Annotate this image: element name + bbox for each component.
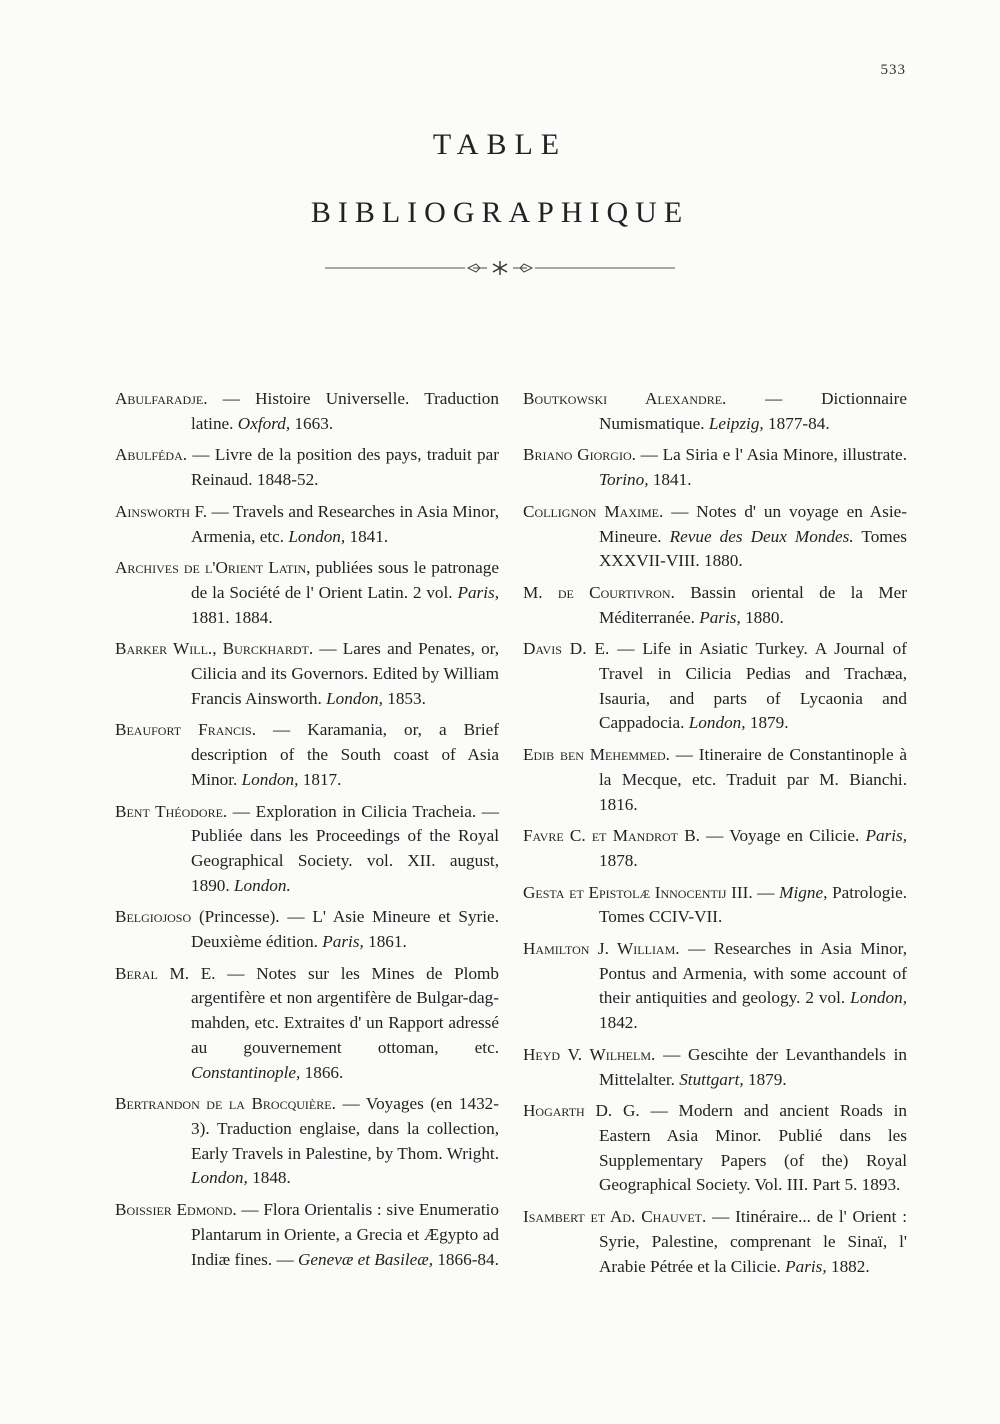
entry-author: M. de Courtivron. bbox=[523, 582, 675, 602]
entry-place: London, bbox=[688, 713, 746, 733]
entry-text: — Livre de la position des pays, traduit par Reinaud. 1848-52. bbox=[187, 445, 499, 490]
entry-text: — Histoire Universelle. Traduction latine. bbox=[191, 389, 499, 433]
entry-text: — Exploration in Cilicia Tracheia. — Publiée dans les Proceedings of the Royal Geographical Society. vol. XII. august, 1890. bbox=[191, 801, 499, 895]
entry-date: 1880. bbox=[740, 607, 784, 627]
bibliography-entry bbox=[523, 387, 907, 436]
entry-author: Beaufort Francis. bbox=[115, 720, 256, 740]
entry-place: Constantinople, bbox=[191, 1062, 301, 1082]
bibliography-entry bbox=[523, 1205, 907, 1279]
entry-date: Patrologie. Tomes CCIV-VII. bbox=[599, 882, 908, 927]
entry-date: 1877-84. bbox=[763, 413, 830, 433]
entry-place: Paris, bbox=[322, 932, 364, 952]
bibliography-entry bbox=[523, 743, 907, 817]
bibliography-entry bbox=[115, 718, 499, 792]
bibliography-entry bbox=[115, 443, 499, 492]
entry-author: Boutkowski Alexandre. bbox=[523, 389, 727, 408]
page-title: TABLE bbox=[432, 128, 568, 161]
entry-text: — bbox=[752, 882, 780, 902]
entry-author: Bent Théodore. bbox=[115, 801, 228, 821]
entry-place: London, bbox=[326, 688, 383, 708]
right-column bbox=[523, 387, 907, 1286]
entry-author: Collignon Maxime. bbox=[523, 501, 664, 521]
entry-date: 1663. bbox=[290, 413, 334, 433]
entry-text: Bassin oriental de la Mer Méditerranée. bbox=[599, 582, 907, 627]
left-column bbox=[115, 387, 499, 1279]
entry-text: — Gescihte der Levanthandels in Mittelalter. bbox=[599, 1044, 907, 1089]
entry-text: — Karamania, or, a Brief description of the South coast of Asia Minor. bbox=[191, 720, 499, 789]
entry-author: Abulféda. bbox=[115, 445, 188, 465]
entry-author: Isambert et Ad. Chauvet. bbox=[523, 1207, 707, 1227]
entry-text: — Life in Asiatic Turkey. A Journal of Travel in Cilicia Pedias and Trachæa, Isauria, and parts of Lycaonia and Cappadocia. bbox=[599, 639, 907, 733]
entry-date: 1841. bbox=[345, 526, 389, 546]
entry-place: Paris, bbox=[457, 582, 499, 602]
entry-place: London, bbox=[191, 1168, 248, 1188]
ornament-divider bbox=[325, 258, 675, 278]
entry-author: Barker Will., Burckhardt. bbox=[115, 639, 314, 659]
entry-author: Archives de l'Orient Latin, bbox=[115, 558, 311, 578]
page-subtitle: BIBLIOGRAPHIQUE bbox=[310, 196, 690, 229]
entry-text: — Notes d' un voyage en Asie-Mineure. bbox=[599, 501, 907, 546]
entry-place: Paris, bbox=[865, 826, 908, 846]
entry-place: Paris, bbox=[785, 1256, 827, 1276]
bibliography-entry bbox=[115, 962, 499, 1086]
entry-text: — Dictionnaire Numismatique. bbox=[599, 389, 907, 433]
entry-place: London, bbox=[850, 988, 907, 1008]
entry-author: Belgiojoso bbox=[115, 907, 192, 927]
entry-date: 1842. bbox=[599, 1013, 638, 1033]
entry-text: — Lares and Penates, or, Cilicia and its Governors. Edited by William Francis Ainsworth. bbox=[191, 639, 499, 708]
entry-author: Briano Giorgio. bbox=[523, 445, 636, 465]
entry-place: London, bbox=[241, 769, 299, 789]
entry-author: Heyd V. Wilhelm. bbox=[523, 1044, 656, 1064]
bibliography-entry bbox=[523, 1043, 907, 1092]
entry-place: Torino, bbox=[599, 470, 649, 490]
entry-author: Boissier Edmond. bbox=[115, 1200, 237, 1220]
entry-text: — La Siria e l' Asia Minore, illustrate. bbox=[635, 445, 907, 465]
entry-text: — Voyages (en 1432-3). Traduction englaise, dans la collection, Early Travels in Palestine, by Thom. Wright. bbox=[191, 1094, 499, 1163]
entry-place: London, bbox=[288, 526, 346, 546]
page-number: 533 bbox=[880, 62, 906, 78]
bibliography-entry bbox=[115, 905, 499, 954]
entry-author: Bertrandon de la Brocquière. bbox=[115, 1094, 336, 1114]
entry-author: Hamilton J. William. bbox=[523, 939, 680, 959]
entry-author: Davis D. E. bbox=[523, 639, 610, 659]
bibliography-entry bbox=[115, 1092, 499, 1191]
entry-text: — Voyage en Cilicie. bbox=[699, 826, 866, 846]
entry-date: 1879. bbox=[743, 1069, 787, 1089]
bibliography-entry bbox=[115, 387, 499, 436]
bibliography-entry bbox=[115, 637, 499, 711]
bibliography-entry bbox=[115, 1198, 499, 1272]
entry-date: 1853. bbox=[382, 688, 426, 708]
entry-text: — Travels and Researches in Asia Minor, Armenia, etc. bbox=[191, 501, 499, 546]
entry-text: — Itineraire de Constantinople à la Mecque, etc. Traduit par M. Bianchi. 1816. bbox=[599, 745, 908, 814]
entry-date: 1879. bbox=[745, 713, 789, 733]
entry-date: 1881. 1884. bbox=[191, 607, 273, 627]
bibliography-entry bbox=[115, 556, 499, 630]
entry-place: Leipzig, bbox=[708, 413, 764, 433]
bibliography-entry bbox=[523, 824, 907, 873]
bibliography-entry bbox=[115, 800, 499, 899]
entry-author: Gesta et Epistolæ Innocentij III. bbox=[523, 882, 753, 902]
entry-text: — Modern and ancient Roads in Eastern Asia Minor. Publié dans les Supplementary Papers (of the) Royal Geographical Society. Vol. III. Part 5. 1893. bbox=[599, 1101, 907, 1195]
entry-place: Revue des Deux Mondes. bbox=[669, 526, 854, 546]
entry-author: Hogarth D. G. bbox=[523, 1101, 640, 1121]
entry-text: — Flora Orientalis : sive Enumeratio Plantarum in Oriente, a Grecia et Ægypto ad Indiæ fines. — bbox=[191, 1200, 500, 1269]
entry-date: 1878. bbox=[599, 850, 638, 870]
entry-author: Abulfaradje. bbox=[115, 389, 208, 408]
entry-place: Paris, bbox=[699, 607, 741, 627]
bibliography-entry bbox=[523, 637, 907, 736]
entry-text: — Researches in Asia Minor, Pontus and Armenia, with some account of their antiquities and geology. 2 vol. bbox=[599, 939, 907, 1008]
entry-place: Stuttgart, bbox=[679, 1069, 744, 1089]
bibliography-entry bbox=[523, 1099, 907, 1198]
entry-author: Beral M. E. bbox=[115, 963, 216, 983]
entry-place: Oxford, bbox=[237, 413, 291, 433]
entry-date: 1866. bbox=[300, 1062, 344, 1082]
entry-date: 1866-84. bbox=[433, 1249, 499, 1269]
bibliography-entry bbox=[523, 881, 907, 930]
entry-author: Edib ben Mehemmed. bbox=[523, 745, 670, 765]
entry-place: Migne, bbox=[779, 882, 828, 902]
bibliography-entry bbox=[523, 500, 907, 574]
entry-text: — Itinéraire... de l' Orient : Syrie, Palestine, comprenant le Sinaï, l' Arabie Pétrée et la Cilicie. bbox=[599, 1207, 907, 1276]
bibliography-entry bbox=[523, 581, 907, 630]
entry-date: 1848. bbox=[247, 1168, 291, 1188]
bibliography-entry bbox=[523, 443, 907, 492]
entry-date: 1882. bbox=[826, 1256, 870, 1276]
entry-place: Genevæ et Basileæ, bbox=[297, 1249, 434, 1269]
bibliography-entry bbox=[115, 500, 499, 549]
entry-date: 1817. bbox=[298, 769, 342, 789]
entry-text: (Princesse). — L' Asie Mineure et Syrie. Deuxième édition. bbox=[191, 907, 499, 952]
bibliography-entry bbox=[523, 937, 907, 1036]
entry-text: publiées sous le patronage de la Société de l' Orient Latin. 2 vol. bbox=[191, 558, 499, 602]
entry-text: — Notes sur les Mines de Plomb argentifère et non argentifère de Bulgar-dag-mahden, etc. Extraites d' un Rapport adressé au gouvernement ottoman, etc. bbox=[191, 963, 500, 1057]
entry-author: Ainsworth F. bbox=[115, 501, 208, 521]
entry-author: Favre C. et Mandrot B. bbox=[523, 826, 700, 846]
entry-date: 1861. bbox=[363, 932, 407, 952]
entry-date: Tomes XXXVII-VIII. 1880. bbox=[599, 526, 907, 571]
entry-date: 1841. bbox=[648, 470, 692, 490]
entry-place: London. bbox=[233, 875, 291, 895]
